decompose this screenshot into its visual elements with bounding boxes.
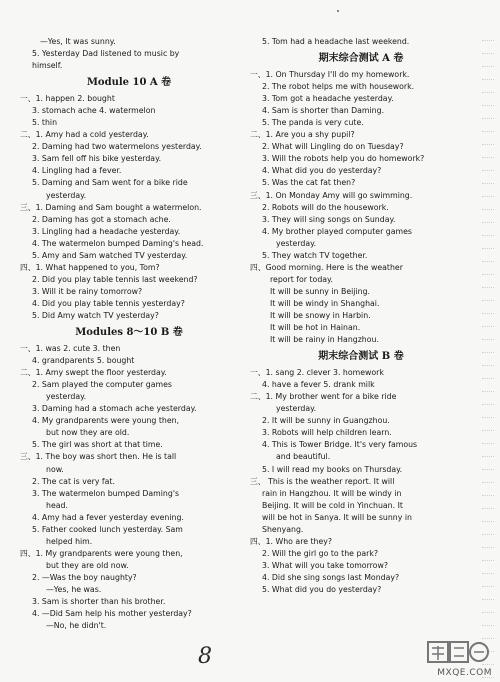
text-line: 5. thin [32,118,58,128]
text-line: 4. have a fever 5. drank milk [262,380,375,390]
text-line: 二、1. Amy had a cold yesterday. [20,130,149,140]
edge-guide-mark [482,79,494,81]
text-line: yesterday. [46,190,87,200]
text-line: 3. Lingling had a headache yesterday. [32,226,181,236]
edge-guide-mark [482,118,494,120]
text-line: 3. Sam fell off his bike yesterday. [32,154,162,164]
text-line: yesterday. [276,404,317,414]
text-line: 4. —Did Sam help his mother yesterday? [32,609,192,619]
text-line: 4. What did you do yesterday? [262,166,382,176]
text-line: 4. Sam is shorter than Daming. [262,106,385,116]
text-line: 2. Robots will do the housework. [262,202,389,212]
text-line: 5. What did you do yesterday? [262,584,382,594]
text-line: yesterday. [276,238,317,248]
edge-guide-mark [482,300,494,302]
edge-guide-mark [482,391,494,393]
text-line: 5. The girl was short at that time. [32,440,163,450]
edge-guide-mark [482,248,494,250]
edge-guide-mark [482,144,494,146]
edge-guide-mark [482,612,494,614]
text-line: It will be snowy in Harbin. [270,310,371,320]
section-heading: 期末综合测试 A 卷 [318,53,404,65]
text-line: 三、1. Daming and Sam bought a watermelon. [20,202,202,212]
text-line: 2. It will be sunny in Guangzhou. [262,416,390,426]
text-line: 四、1. Who are they? [250,536,333,546]
edge-guide-mark [482,365,494,367]
watermark-text: MXQE.COM [437,668,492,678]
text-line: It will be rainy in Hangzhou. [270,335,379,345]
page-number: 8 [198,644,212,669]
text-line: Shenyang. [262,524,304,534]
edge-guide-mark [482,261,494,263]
text-line: 5. Daming and Sam went for a bike ride [32,178,188,188]
text-line: 4. My grandparents were young then, [32,416,180,426]
edge-guide-mark [482,456,494,458]
text-line: 四、1. What happened to you, Tom? [20,262,160,272]
text-line: 5. I will read my books on Thursday. [262,464,403,474]
edge-guide-mark [482,469,494,471]
edge-guide-mark [482,209,494,211]
edge-guide-mark [482,92,494,94]
text-line: report for today. [270,274,334,284]
text-line: 2. The cat is very fat. [32,476,115,486]
text-line: 3. They will sing songs on Sunday. [262,214,396,224]
text-line: 5. Yesterday Dad listened to music by [32,49,180,59]
edge-guide-mark [482,183,494,185]
edge-guide-mark [482,534,494,536]
text-line: 5. The panda is very cute. [262,118,364,128]
edge-guide-mark [482,313,494,315]
text-line: 3. Robots will help children learn. [262,428,392,438]
right-column [250,36,472,596]
edge-guide-mark [482,235,494,237]
answer-stamp-logo-icon [426,638,490,668]
edge-guide-mark [482,378,494,380]
edge-guide-mark [482,40,494,42]
text-line: rain in Hangzhou. It will be windy in [262,488,402,498]
text-line: head. [46,500,68,510]
edge-guide-mark [482,482,494,484]
edge-guide-mark [482,573,494,575]
text-line: 3. The watermelon bumped Daming's [32,488,180,498]
text-line: 5. Was the cat fat then? [262,178,356,188]
edge-guide-mark [482,430,494,432]
page-edge-guides [482,40,496,650]
text-line: now. [46,464,64,474]
text-line: —Yes, It was sunny. [40,37,116,46]
text-line: 4. The watermelon bumped Daming's head. [32,238,204,248]
text-line: 4. grandparents 5. bought [32,356,135,366]
edge-guide-mark [482,274,494,276]
section-heading: 期末综合测试 B 卷 [318,351,404,363]
text-line: 三、 This is the weather report. It will [250,476,395,486]
left-column [20,36,238,632]
edge-guide-mark [482,66,494,68]
edge-guide-mark [482,521,494,523]
text-line: 4. Did she sing songs last Monday? [262,572,400,582]
text-line: 3. Will it be rainy tomorrow? [32,286,143,296]
edge-guide-mark [482,170,494,172]
edge-guide-mark [482,53,494,55]
text-line: 二、1. My brother went for a bike ride [250,392,397,402]
text-line: 5. Tom had a headache last weekend. [262,37,410,46]
text-line: 四、Good morning. Here is the weather [250,262,403,272]
edge-guide-mark [482,495,494,497]
section-heading: Modules 8～10 B 卷 [75,327,183,339]
text-line: 4. Lingling had a fever. [32,166,122,176]
text-line: yesterday. [46,392,87,402]
text-line: Beijing. It will be cold in Yinchuan. It [262,500,403,510]
text-line: 5. They watch TV together. [262,250,368,260]
text-line: 3. Tom got a headache yesterday. [262,94,394,104]
watermark [424,638,494,678]
text-line: 2. —Was the boy naughty? [32,572,137,582]
edge-guide-mark [482,599,494,601]
text-line: It will be hot in Hainan. [270,323,361,333]
edge-guide-mark [482,560,494,562]
edge-guide-mark [482,404,494,406]
text-line: but they are old now. [46,560,129,570]
edge-guide-mark [482,105,494,107]
text-line: 5. Father cooked lunch yesterday. Sam [32,524,183,534]
edge-guide-mark [482,352,494,354]
text-line: 4. My brother played computer games [262,226,412,236]
text-line: helped him. [46,536,93,546]
edge-guide-mark [482,196,494,198]
edge-guide-mark [482,131,494,133]
text-line: 3. Daming had a stomach ache yesterday. [32,404,197,414]
speck [337,10,339,12]
text-line: 二、1. Are you a shy pupil? [250,130,355,140]
text-line: —Yes, he was. [46,584,102,594]
text-line: 4. Did you play table tennis yesterday? [32,298,185,308]
text-line: 3. What will you take tomorrow? [262,560,388,570]
edge-guide-mark [482,339,494,341]
text-line: and beautiful. [276,452,331,462]
text-line: 2. Daming had two watermelons yesterday. [32,142,202,152]
text-line: 二、1. Amy swept the floor yesterday. [20,368,167,378]
text-line: —No, he didn't. [46,621,107,631]
text-line: 3. stomach ache 4. watermelon [32,106,156,116]
text-line: 5. Did Amy watch TV yesterday? [32,310,159,320]
text-line: 4. Amy had a fever yesterday evening. [32,512,184,522]
text-line: but now they are old. [46,428,130,438]
edge-guide-mark [482,222,494,224]
text-line: 一、1. sang 2. clever 3. homework [250,368,384,378]
text-line: 2. Will the girl go to the park? [262,548,379,558]
text-line: 一、1. On Thursday I'll do my homework. [250,70,410,80]
text-line: 一、1. happen 2. bought [20,94,115,104]
text-line: 三、1. The boy was short then. He is tall [20,452,177,462]
text-line: 3. Sam is shorter than his brother. [32,597,166,607]
text-line: 四、1. My grandparents were young then, [20,548,183,558]
edge-guide-mark [482,508,494,510]
text-line: 3. Will the robots help you do homework? [262,154,425,164]
edge-guide-mark [482,625,494,627]
edge-guide-mark [482,157,494,159]
text-line: 2. Did you play table tennis last weekend? [32,274,198,284]
edge-guide-mark [482,443,494,445]
edge-guide-mark [482,547,494,549]
text-line: will be hot in Sanya. It will be sunny in [262,512,412,522]
text-line: 4. This is Tower Bridge. It's very famous [262,440,418,450]
edge-guide-mark [482,586,494,588]
text-line: himself. [32,61,63,71]
edge-guide-mark [482,287,494,289]
text-line: It will be sunny in Beijing. [270,286,370,296]
text-line: 一、1. was 2. cute 3. then [20,344,121,354]
edge-guide-mark [482,417,494,419]
text-line: It will be windy in Shanghai. [270,298,380,308]
section-heading: Module 10 A 卷 [86,77,172,89]
text-line: 2. What will Lingling do on Tuesday? [262,142,404,152]
edge-guide-mark [482,326,494,328]
text-line: 2. Daming has got a stomach ache. [32,214,171,224]
text-line: 2. The robot helps me with housework. [262,82,415,92]
text-line: 三、1. On Monday Amy will go swimming. [250,190,413,200]
text-line: 5. Amy and Sam watched TV yesterday. [32,250,188,260]
text-line: 2. Sam played the computer games [32,380,172,390]
